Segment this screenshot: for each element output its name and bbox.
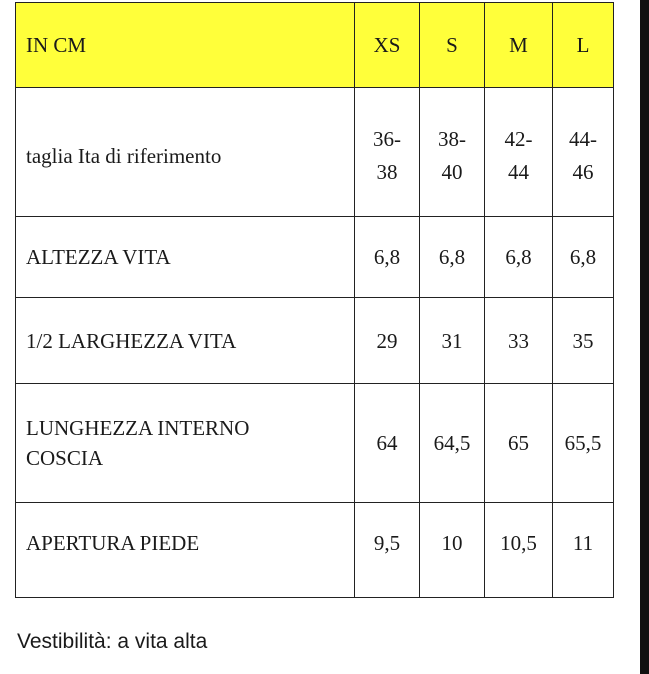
row-label-inseam-line1: LUNGHEZZA INTERNO	[26, 416, 250, 440]
cell-s: 31	[420, 298, 485, 384]
cell-xs-line1: 36-	[373, 127, 401, 151]
cell-l	[553, 88, 614, 217]
header-size-l: L	[553, 3, 614, 88]
cell-xs-line2: 38	[376, 160, 398, 184]
cell-l-line1: 44-	[569, 127, 597, 151]
cell-m: 65	[485, 384, 553, 503]
cell-s	[420, 88, 485, 217]
row-label-inseam-line2: COSCIA	[26, 446, 104, 470]
row-label-half-waist-width: 1/2 LARGHEZZA VITA	[16, 298, 355, 384]
table-row	[16, 298, 614, 384]
cell-xs: 9,5	[355, 503, 420, 598]
cell-l: 6,8	[553, 217, 614, 298]
row-label-waist-height: ALTEZZA VITA	[16, 217, 355, 298]
cell-xs: 6,8	[355, 217, 420, 298]
fit-note: Vestibilità: a vita alta	[17, 630, 208, 653]
cell-l: 35	[553, 298, 614, 384]
cell-l-line2: 46	[572, 160, 594, 184]
table-row	[16, 88, 614, 217]
cell-xs: 29	[355, 298, 420, 384]
cell-m: 6,8	[485, 217, 553, 298]
cell-m: 33	[485, 298, 553, 384]
cell-xs: 64	[355, 384, 420, 503]
cell-m	[485, 88, 553, 217]
cell-s: 10	[420, 503, 485, 598]
header-size-m: M	[485, 3, 553, 88]
header-size-xs: XS	[355, 3, 420, 88]
row-label-inseam	[16, 384, 355, 503]
cell-s-line1: 38-	[438, 127, 466, 151]
row-label-leg-opening: APERTURA PIEDE	[16, 503, 355, 598]
table-row	[16, 503, 614, 598]
cell-s-line2: 40	[441, 160, 463, 184]
cell-s: 6,8	[420, 217, 485, 298]
table-row	[16, 217, 614, 298]
cell-m-line1: 42-	[504, 127, 533, 151]
cell-s: 64,5	[420, 384, 485, 503]
header-size-s: S	[420, 3, 485, 88]
row-label-italian-size: taglia Ita di riferimento	[16, 88, 355, 217]
cell-l: 11	[553, 503, 614, 598]
cell-m: 10,5	[485, 503, 553, 598]
cell-l: 65,5	[553, 384, 614, 503]
cell-m-line2: 44	[508, 160, 529, 184]
table-row	[16, 384, 614, 503]
table-header-row	[16, 3, 614, 88]
header-unit: IN CM	[16, 3, 355, 88]
cell-xs	[355, 88, 420, 217]
size-chart-table	[15, 2, 614, 598]
right-edge-bar	[640, 0, 649, 674]
